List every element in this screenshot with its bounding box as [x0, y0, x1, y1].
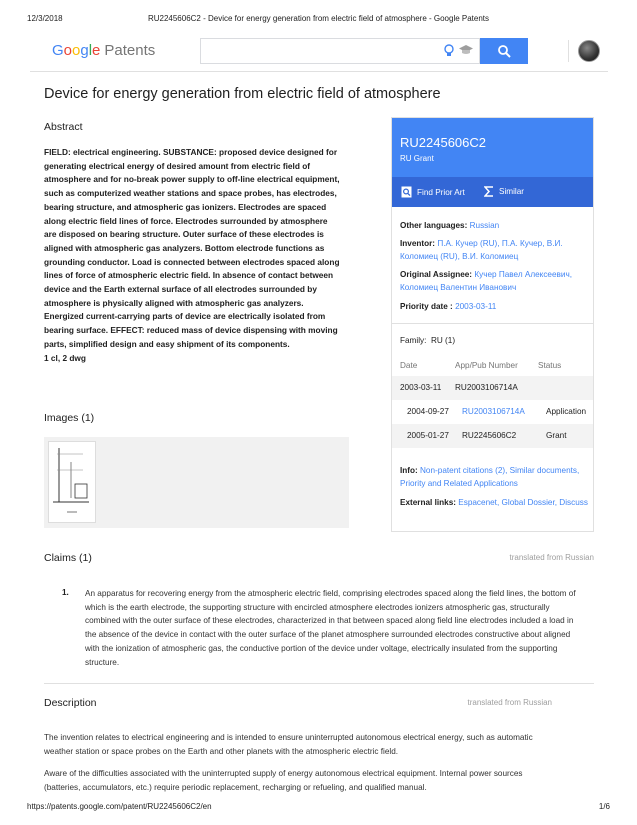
graduation-cap-icon[interactable] [459, 44, 473, 56]
images-strip [44, 437, 349, 528]
description-paragraph: Aware of the difficulties associated with the uninterrupted supply of energy autonomous electrical equipment. Internal power sources (batteries, accumulators, etc.) require periodic replacement, recharging or refueling, and qualified manual. [44, 769, 523, 792]
inventor-links[interactable]: П.А. Кучер (RU), П.А. Кучер, В.И. Коломиец (RU), В.И. Коломиец [400, 239, 563, 261]
claims-translated-note: translated from Russian [509, 553, 594, 562]
abstract-tail: 1 cl, 2 dwg [44, 352, 86, 363]
family-table-header: Date App/Pub Number Status [400, 361, 562, 370]
drawing-thumbnail[interactable] [48, 441, 96, 523]
print-date: 12/3/2018 [27, 14, 63, 23]
assignee-links[interactable]: Кучер Павел Алексеевич, Коломиец Валентин Иванович [400, 270, 572, 292]
table-row: 2004-09-27 RU2003106714A Application [407, 407, 587, 416]
priority-date-link[interactable]: 2003-03-11 [455, 302, 497, 311]
abstract-text: FIELD: electrical engineering. SUBSTANCE: proposed device designed for generating electrical energy of desired amount from electric field of atmosphere and for no-break power supply to off-line electrical equipment, such as computerized weather stations and space probes, has electrodes, bearing structure, and atmospheric gas ionizers. Electrodes are spaced along electric field lines of force. Electrodes surrounded by atmosphere are disposed on bearing structure. Outer surface of these electrodes is aligned with atmospheric gas analyzers. Bottom electrode functions as grounding conductor. Load is connected between electrodes spaced along lines of force of atmospheric electric field. In absence of contact between device and the Earth external surface of all electrodes surrounded by atmosphere is physically aligned with atmospheric gas analyzers. Energized current-carrying parts of device are electrically isolated from bearing surface. EFFECT: reduced mass of device dispensing with moving parts, simplified design and easy shipment of its components. 1 cl, 2 dwg [44, 147, 340, 363]
print-url: https://patents.google.com/patent/RU2245606C2/en [27, 802, 212, 811]
top-bar [30, 30, 608, 72]
print-footer [27, 802, 610, 811]
publication-number: RU2245606C2 [400, 135, 487, 150]
table-row: 2003-03-11 RU2003106714A [392, 376, 593, 400]
description-heading: Description [44, 697, 97, 709]
other-languages: Other languages: Russian [400, 221, 500, 230]
abstract-heading: Abstract [44, 121, 83, 133]
external-links: External links: Espacenet, Global Dossier, Discuss [400, 498, 588, 507]
patent-summary-panel [391, 117, 594, 532]
info-links: Info: Non-patent citations (2), Similar documents, Priority and Related Applications [400, 466, 580, 488]
header-divider [568, 40, 569, 62]
lightbulb-icon[interactable] [444, 44, 454, 58]
priority-date: Priority date : 2003-03-11 [400, 302, 497, 311]
search-icon [498, 45, 511, 58]
find-prior-art-icon [401, 186, 412, 198]
print-header [27, 14, 610, 23]
application-link[interactable]: RU2003106714A [462, 407, 525, 416]
family: Family: RU (1) [400, 336, 456, 345]
search-button[interactable] [480, 38, 528, 64]
images-heading: Images (1) [44, 412, 95, 424]
description-paragraph: The invention relates to electrical engineering and is intended to ensure uninterrupted autonomous electrical energy, such as automatic weather station or space probes on the Earth and other planets with the atmospheric electric field. [44, 733, 533, 756]
panel-divider [392, 323, 593, 324]
page-title: Device for energy generation from electric field of atmosphere [44, 86, 441, 102]
claims-heading: Claims (1) [44, 552, 92, 564]
print-page-title: RU2245606C2 - Device for energy generation from electric field of atmosphere - Google Patents [147, 14, 490, 23]
find-prior-art-button[interactable]: Find Prior Art [401, 186, 465, 198]
table-row: 2005-01-27 RU2245606C2 Grant [392, 424, 593, 448]
print-page-number: 1/6 [598, 802, 610, 811]
description-translated-note: translated from Russian [467, 698, 552, 707]
family-select[interactable]: RU (1) [430, 336, 456, 345]
claim-text: An apparatus for recovering energy from the atmospheric electric field, comprising electrodes spaced along the field lines, the bottom of which is the earth electrode, the supporting structure with encircled atmosphere electrodes ionizers atmospheric gas, structurally combined with the outer surface of these electrodes, characterized in that between spaced along field line electrodes included a load in the absence of the device in contact with the outer surface of the planet atmosphere surrounded electrodes constructive about aligned with the ionization of atmospheric gas, the conductive portion of the device under voltage, electrically insulated from the supporting structure. [85, 589, 576, 667]
panel-actions [392, 177, 593, 207]
language-link[interactable]: Russian [469, 221, 500, 230]
inventors: Inventor: П.А. Кучер (RU), П.А. Кучер, В.И. Коломиец (RU), В.И. Коломиец [400, 239, 563, 261]
sigma-icon [484, 186, 494, 197]
search-input[interactable] [200, 38, 480, 64]
panel-header [392, 118, 593, 177]
claim-number: 1. [62, 588, 69, 597]
original-assignee: Original Assignee: Кучер Павел Алексеевич, Коломиец Валентин Иванович [400, 270, 572, 292]
avatar[interactable] [578, 40, 600, 62]
google-patents-logo[interactable]: Google Patents [52, 42, 156, 59]
similar-button[interactable]: Similar [484, 186, 524, 197]
publication-kind: RU Grant [400, 154, 434, 163]
section-divider [44, 683, 594, 684]
